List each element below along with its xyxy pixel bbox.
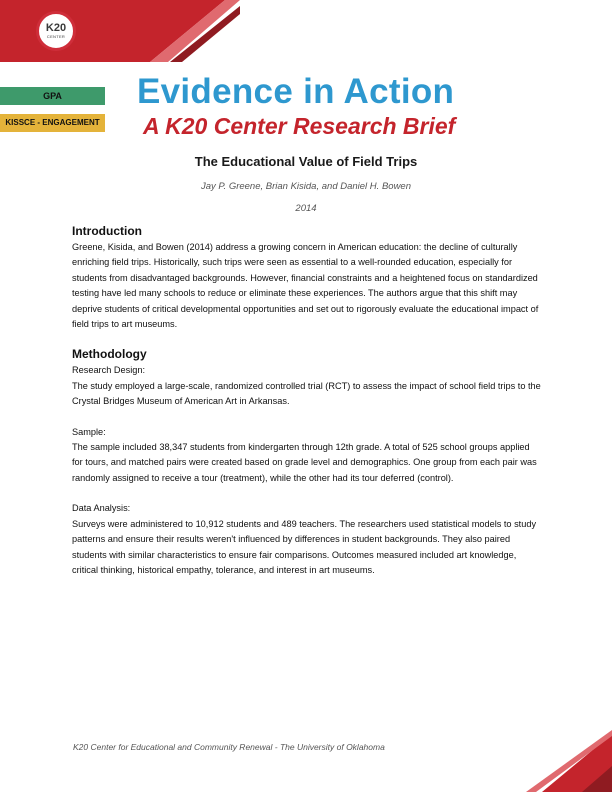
sample-paragraph: The sample included 38,347 students from kindergarten through 12th grade. A total of 525 school groups applied for tours, and matched pairs were created based on grade level and demographics. One group from each pair was randomly assigned to receive a tour (treatment), while the other had its tour deferred (control). [72,442,537,483]
sample-label: Sample: [72,426,106,437]
brand-title: Evidence in Action [137,72,455,111]
logo-text: K20 [45,22,67,34]
research-design-paragraph: The study employed a large-scale, randomized controlled trial (RCT) to assess the impact of school field trips to the Crystal Bridges Museum of American Art in Arkansas. [72,380,541,407]
section-heading-introduction: Introduction [72,224,142,238]
tag-gpa: GPA [0,87,105,105]
introduction-paragraph: Greene, Kisida, and Bowen (2014) address a growing concern in American education: the decline of culturally enriching field trips. Historically, such trips were seen as essential to a well-rounded education, especially for students from disadvantaged backgrounds. However, financial constraints and a heightened focus on standardized testing have led many schools to reduce or eliminate these experiences. The authors argue that this shift may deprive students of critical developmental opportunities and set out to rigorously evaluate the educational impact of field trips to art museums. [72,242,539,330]
page-footer: K20 Center for Educational and Community Renewal - The University of Oklahoma [73,742,385,752]
document-body [72,224,542,578]
data-analysis-label: Data Analysis: [72,503,131,514]
k20-logo [36,11,76,51]
tag-kissce-engagement: KISSCE - ENGAGEMENT [0,114,105,132]
logo-subtext: CENTER [46,34,66,39]
brand-subtitle: A K20 Center Research Brief [143,113,456,139]
document-authors: Jay P. Greene, Brian Kisida, and Daniel H. Bowen [201,181,411,192]
document-title: The Educational Value of Field Trips [194,154,418,169]
footer-banner-graphic [502,730,612,792]
section-heading-methodology: Methodology [72,347,147,362]
document-year: 2014 [295,203,317,214]
research-design-label: Research Design: [72,365,146,376]
data-analysis-paragraph: Surveys were administered to 10,912 students and 489 teachers. The researchers used statistical models to study patterns and ensure their results weren't influenced by differences in student backgrounds. They also paired students with similar characteristics to ensure fair comparisons. Outcomes measured included art knowledge, critical thinking, historical empathy, tolerance, and interest in art museums. [72,518,537,575]
